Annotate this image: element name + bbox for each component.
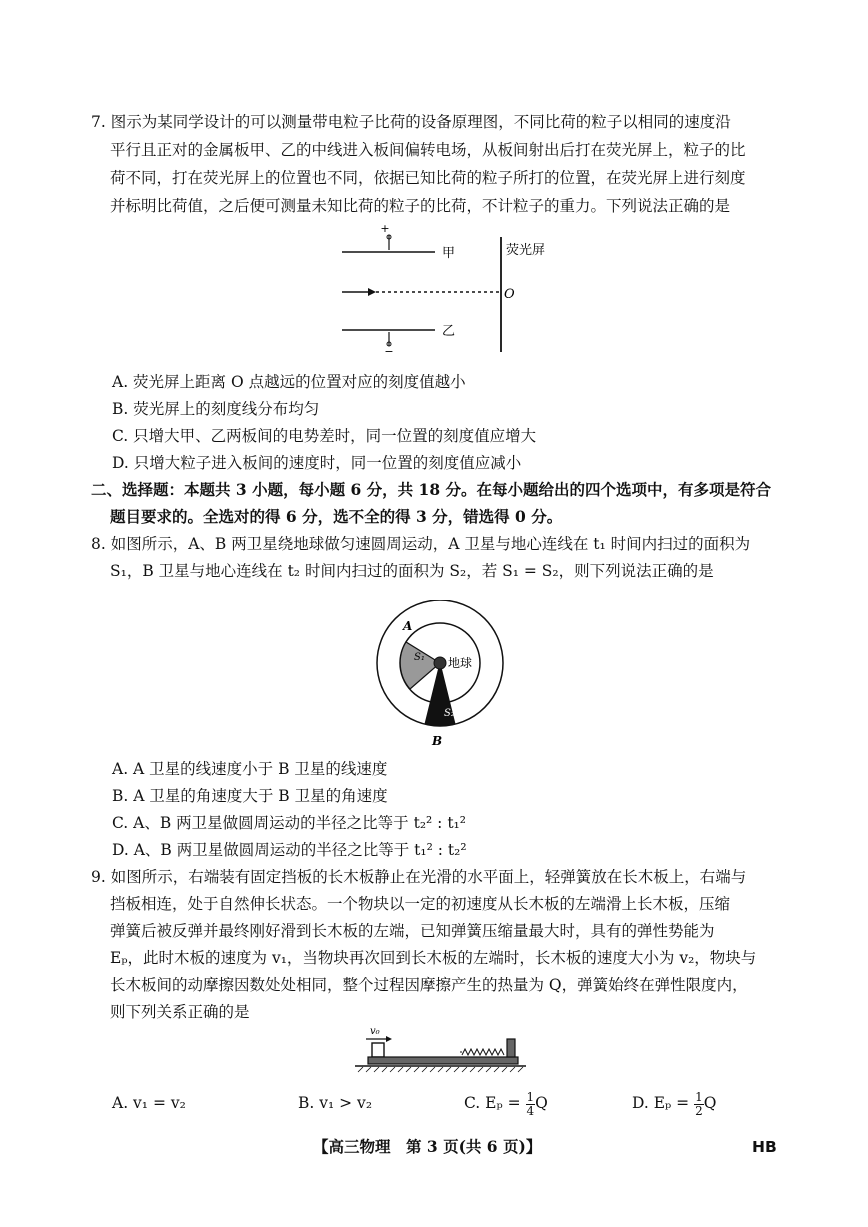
q8-line-2: S₁，B 卫星与地心连线在 t₂ 时间内扫过的面积为 S₂，若 S₁ = S₂，则下列说法正确的是 [110, 562, 714, 580]
q7-option-a: A. 荧光屏上距离 O 点越远的位置对应的刻度值越小 [112, 373, 466, 391]
point-o-label: O [504, 287, 515, 302]
spring [462, 1049, 504, 1055]
q9-option-d-suffix: Q [703, 1094, 717, 1112]
q8-option-b: B. A 卫星的角速度大于 B 卫星的角速度 [112, 787, 388, 805]
q8-orbit-figure [368, 600, 508, 750]
arrow-right-icon [386, 1036, 392, 1042]
q9-option-d-prefix: D. Eₚ = [632, 1094, 690, 1112]
q9-option-a: A. v₁ = v₂ [112, 1094, 186, 1112]
fraction-numerator: 1 [526, 1089, 535, 1104]
q7-option-c: C. 只增大甲、乙两板间的电势差时，同一位置的刻度值应增大 [112, 427, 537, 445]
long-board [368, 1057, 518, 1064]
q8-option-d: D. A、B 两卫星做圆周运动的半径之比等于 t₁² : t₂² [112, 841, 467, 859]
label-b: B [432, 734, 443, 748]
page-footer: 【高三物理 第 3 页(共 6 页)】 [313, 1137, 542, 1156]
screen-label: 荧光屏 [506, 243, 546, 258]
q7-option-d: D. 只增大粒子进入板间的速度时，同一位置的刻度值应减小 [112, 454, 522, 472]
plate-bottom-label: 乙 [442, 324, 456, 339]
baffle [507, 1039, 515, 1057]
section2-line-1: 二、选择题：本题共 3 小题，每小题 6 分，共 18 分。在每小题给出的四个选项中，有多项是符合 [91, 480, 772, 499]
q7-line-3: 荷不同，打在荧光屏上的位置也不同，依据已知比荷的粒子所打的位置，在荧光屏上进行刻度 [110, 169, 746, 187]
section2-line-2: 题目要求的。全选对的得 6 分，选不全的得 3 分，错选得 0 分。 [110, 507, 563, 526]
footer-code: HB [752, 1138, 777, 1156]
q9-option-c-suffix: Q [535, 1094, 548, 1112]
fraction [526, 1091, 536, 1118]
label-a: A [403, 619, 413, 633]
q7-line-1: 7. 图示为某同学设计的可以测量带电粒子比荷的设备原理图，不同比荷的粒子以相同的速度沿 [91, 113, 731, 131]
q7-deflection-figure [330, 222, 570, 357]
q9-line-5: 长木板间的动摩擦因数处处相同，整个过程因摩擦产生的热量为 Q，弹簧始终在弹性限度内， [110, 976, 748, 994]
q9-board-figure [350, 1022, 530, 1074]
q9-option-d [632, 1086, 716, 1120]
ground-hatch [358, 1067, 523, 1072]
minus-sign: − [384, 345, 394, 357]
fraction-denominator: 2 [695, 1103, 703, 1118]
q7-line-4: 并标明比荷值，之后便可测量未知比荷的粒子的比荷，不计粒子的重力。下列说法正确的是 [110, 197, 731, 215]
q8-option-a: A. A 卫星的线速度小于 B 卫星的线速度 [112, 760, 388, 778]
label-s2: S₂ [444, 708, 455, 719]
block [372, 1043, 384, 1057]
q9-option-c-prefix: C. Eₚ = [464, 1094, 521, 1112]
q9-option-b: B. v₁ > v₂ [298, 1094, 373, 1112]
q8-option-c: C. A、B 两卫星做圆周运动的半径之比等于 t₂² : t₁² [112, 814, 466, 832]
q7-option-b: B. 荧光屏上的刻度线分布均匀 [112, 400, 320, 418]
q9-line-4: Eₚ，此时木板的速度为 v₁，当物块再次回到长木板的左端时，长木板的速度大小为 v₂，物块与 [110, 949, 757, 967]
fraction-denominator: 4 [526, 1103, 535, 1118]
q9-line-2: 挡板相连，处于自然伸长状态。一个物块以一定的初速度从长木板的左端滑上长木板，压缩 [110, 895, 731, 913]
plate-top-label: 甲 [442, 246, 456, 261]
fraction-numerator: 1 [695, 1089, 703, 1104]
q9-line-1: 9. 如图所示，右端装有固定挡板的长木板静止在光滑的水平面上，轻弹簧放在长木板上，右端与 [91, 868, 747, 886]
q9-option-c [464, 1086, 548, 1120]
plus-sign: + [380, 222, 390, 235]
q7-line-2: 平行且正对的金属板甲、乙的中线进入板间偏转电场，从板间射出后打在荧光屏上，粒子的比 [110, 141, 746, 159]
q8-line-1: 8. 如图所示，A、B 两卫星绕地球做匀速圆周运动，A 卫星与地心连线在 t₁ 时间内扫过的面积为 [91, 535, 751, 553]
v0-label: v₀ [370, 1026, 380, 1037]
q9-line-6: 则下列关系正确的是 [110, 1003, 250, 1021]
fraction [694, 1091, 704, 1118]
q9-line-3: 弹簧后被反弹并最终刚好滑到长木板的左端，已知弹簧压缩量最大时，具有的弹性势能为 [110, 922, 715, 940]
arrow-right-icon [368, 288, 376, 296]
earth-label: 地球 [448, 656, 473, 670]
earth-icon [434, 657, 446, 669]
label-s1: S₁ [414, 652, 425, 663]
